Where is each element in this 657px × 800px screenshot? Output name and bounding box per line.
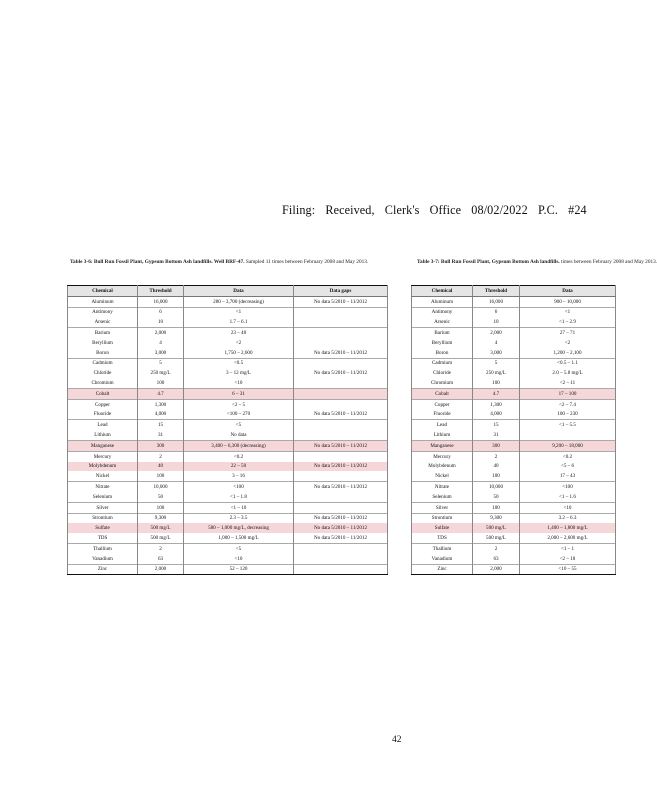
- cell-threshold: 2: [138, 451, 184, 461]
- table-row: [412, 430, 616, 440]
- cell-data: <2 – 5: [184, 399, 294, 409]
- table-row: [68, 440, 388, 451]
- table-row: [412, 388, 616, 399]
- col-header-threshold: Threshold: [138, 286, 184, 297]
- col-header-data: Data: [520, 286, 616, 297]
- table-row: [68, 388, 388, 399]
- cell-threshold: 500 mg/L: [473, 533, 520, 543]
- cell-data: 1,000 – 1,500 mg/L: [184, 533, 294, 543]
- cell-threshold: 500 mg/L: [138, 533, 184, 543]
- cell-data: <1 – 1: [520, 543, 616, 553]
- table-row: [68, 554, 388, 564]
- cell-threshold: 500 mg/L: [138, 523, 184, 533]
- cell-chemical: Arsenic: [68, 317, 138, 327]
- cell-chemical: Strontium: [68, 513, 138, 523]
- table-row: [68, 462, 388, 472]
- cell-chemical: Boron: [68, 348, 138, 358]
- cell-threshold: 4.7: [138, 388, 184, 399]
- table-row: [68, 523, 388, 533]
- cell-data: 23 – 48: [184, 328, 294, 338]
- cell-threshold: 300: [473, 440, 520, 451]
- cell-threshold: 10: [138, 317, 184, 327]
- cell-chemical: Antimony: [68, 307, 138, 317]
- cell-data: 280 – 3,700 (decreasing): [184, 296, 294, 307]
- cell-chemical: Fluoride: [412, 410, 473, 420]
- cell-data: 2,000 – 2,600 mg/L: [520, 533, 616, 543]
- table-header-row: [412, 286, 616, 297]
- cell-chemical: Mercury: [68, 451, 138, 461]
- cell-data: 6 – 31: [184, 388, 294, 399]
- cell-data-gaps: No data 5/2010 – 11/2012: [294, 482, 388, 492]
- cell-threshold: 100: [138, 378, 184, 388]
- table-row: [68, 296, 388, 307]
- cell-chemical: Barium: [412, 328, 473, 338]
- cell-chemical: Molybdenum: [412, 462, 473, 472]
- cell-threshold: 2,000: [138, 328, 184, 338]
- cell-data: <0.2: [184, 451, 294, 461]
- col-header-data: Data: [184, 286, 294, 297]
- table-row: [412, 420, 616, 430]
- cell-threshold: 4,000: [138, 410, 184, 420]
- cell-threshold: 40: [138, 462, 184, 472]
- cell-threshold: 9,300: [138, 513, 184, 523]
- page-number: 42: [392, 735, 402, 745]
- cell-data: <2: [520, 338, 616, 348]
- table-row: [412, 317, 616, 327]
- cell-data-gaps: No data 5/2010 – 11/2012: [294, 513, 388, 523]
- cell-chemical: Vanadium: [68, 554, 138, 564]
- cell-data-gaps: [294, 451, 388, 461]
- cell-data: No data: [184, 430, 294, 440]
- cell-chemical: Lithium: [68, 430, 138, 440]
- cell-chemical: Chromium: [412, 378, 473, 388]
- cell-threshold: 9,300: [473, 513, 520, 523]
- cell-data: <0.5: [184, 358, 294, 368]
- cell-threshold: 10,000: [138, 482, 184, 492]
- cell-data: 2.3 – 3.5: [184, 513, 294, 523]
- table-row: [412, 564, 616, 575]
- table-3-6-body: [68, 296, 388, 575]
- cell-threshold: 300: [138, 440, 184, 451]
- cell-chemical: Chromium: [68, 378, 138, 388]
- cell-threshold: 6: [473, 307, 520, 317]
- table-row: [68, 502, 388, 513]
- table-row: [412, 471, 616, 481]
- table-row: [68, 430, 388, 440]
- table-row: [412, 296, 616, 307]
- cell-data: <1: [520, 307, 616, 317]
- table-row: [68, 533, 388, 543]
- cell-data-gaps: No data 5/2010 – 11/2012: [294, 440, 388, 451]
- cell-threshold: 2: [473, 543, 520, 553]
- cell-threshold: 250 mg/L: [138, 368, 184, 378]
- cell-data-gaps: No data 5/2010 – 11/2012: [294, 368, 388, 378]
- cell-chemical: Silver: [412, 502, 473, 513]
- cell-data-gaps: No data 5/2010 – 11/2012: [294, 410, 388, 420]
- table-row: [412, 533, 616, 543]
- table-row: [68, 368, 388, 378]
- cell-data-gaps: No data 5/2010 – 11/2012: [294, 533, 388, 543]
- cell-threshold: 2: [473, 451, 520, 461]
- table-row: [412, 328, 616, 338]
- cell-data: 1,750 – 2,600: [184, 348, 294, 358]
- cell-data: <1 – 5.5: [520, 420, 616, 430]
- cell-chemical: Cadmium: [68, 358, 138, 368]
- table-row: [68, 471, 388, 481]
- cell-data: <2 – 7.4: [520, 399, 616, 409]
- cell-chemical: TDS: [412, 533, 473, 543]
- table-row: [68, 543, 388, 553]
- cell-chemical: Aluminum: [68, 296, 138, 307]
- cell-threshold: 100: [473, 471, 520, 481]
- table-row: [412, 399, 616, 409]
- cell-data: 1,200 – 2,100: [520, 348, 616, 358]
- cell-data: <100 – 270: [184, 410, 294, 420]
- cell-threshold: 31: [138, 430, 184, 440]
- table-row: [412, 368, 616, 378]
- cell-threshold: 31: [473, 430, 520, 440]
- table-row: [412, 502, 616, 513]
- cell-data: 900 – 10,000: [520, 296, 616, 307]
- table-row: [412, 523, 616, 533]
- cell-chemical: Copper: [412, 399, 473, 409]
- cell-chemical: Copper: [68, 399, 138, 409]
- cell-chemical: Beryllium: [412, 338, 473, 348]
- table-row: [68, 317, 388, 327]
- table-row: [68, 399, 388, 409]
- table-row: [412, 410, 616, 420]
- cell-data-gaps: [294, 388, 388, 399]
- cell-chemical: Mercury: [412, 451, 473, 461]
- table-row: [68, 338, 388, 348]
- table-row: [68, 564, 388, 575]
- cell-data: 3.2 – 6.3: [520, 513, 616, 523]
- cell-chemical: Manganese: [412, 440, 473, 451]
- table-row: [412, 462, 616, 472]
- cell-chemical: Fluoride: [68, 410, 138, 420]
- cell-data: <10 – 55: [520, 564, 616, 575]
- table-row: [68, 307, 388, 317]
- cell-chemical: Lead: [68, 420, 138, 430]
- table-row: [412, 338, 616, 348]
- table-row: [412, 482, 616, 492]
- cell-chemical: Selenium: [412, 492, 473, 502]
- cell-data: 3 – 16: [184, 471, 294, 481]
- col-header-chemical: Chemical: [412, 286, 473, 297]
- cell-chemical: Barium: [68, 328, 138, 338]
- cell-chemical: Cobalt: [68, 388, 138, 399]
- cell-threshold: 1,300: [473, 399, 520, 409]
- table-row: [68, 420, 388, 430]
- cell-threshold: 4.7: [473, 388, 520, 399]
- cell-data-gaps: No data 5/2010 – 11/2012: [294, 462, 388, 472]
- table-row: [412, 513, 616, 523]
- cell-threshold: 15: [473, 420, 520, 430]
- cell-threshold: 100: [138, 502, 184, 513]
- cell-chemical: Strontium: [412, 513, 473, 523]
- cell-chemical: Arsenic: [412, 317, 473, 327]
- table-row: [412, 451, 616, 461]
- table-3-6-caption-label: Table 3-6: Bull Run Fossil Plant, Gypsum Bottom Ash landfills. Well BRF-47.: [70, 259, 245, 265]
- cell-chemical: Boron: [412, 348, 473, 358]
- table-row: [412, 543, 616, 553]
- cell-data-gaps: [294, 358, 388, 368]
- table-row: [68, 513, 388, 523]
- table-3-7-caption-label: Table 3-7: Bull Run Fossil Plant, Gypsum Bottom Ash landfills.: [417, 259, 560, 265]
- cell-chemical: Lithium: [412, 430, 473, 440]
- cell-threshold: 1,300: [138, 399, 184, 409]
- cell-data: 3,400 – 6,300 (decreasing): [184, 440, 294, 451]
- cell-threshold: 6: [138, 307, 184, 317]
- cell-chemical: Cobalt: [412, 388, 473, 399]
- cell-threshold: 4: [473, 338, 520, 348]
- cell-threshold: 40: [473, 462, 520, 472]
- cell-data-gaps: [294, 399, 388, 409]
- cell-threshold: 15: [138, 420, 184, 430]
- table-row: [68, 482, 388, 492]
- cell-data: <10: [520, 502, 616, 513]
- cell-threshold: 3,000: [473, 348, 520, 358]
- cell-data: 27 – 71: [520, 328, 616, 338]
- table-3-6: [67, 285, 388, 575]
- cell-chemical: Nickel: [412, 471, 473, 481]
- cell-chemical: Thallium: [412, 543, 473, 553]
- cell-data-gaps: No data 5/2010 – 11/2012: [294, 523, 388, 533]
- table-3-6-caption-rest: Sampled 11 times between February 2008 and May 2013.: [244, 259, 369, 265]
- cell-chemical: Nitrate: [412, 482, 473, 492]
- cell-data-gaps: [294, 471, 388, 481]
- table-header-row: [68, 286, 388, 297]
- cell-data-gaps: [294, 338, 388, 348]
- cell-threshold: 50: [138, 492, 184, 502]
- cell-chemical: TDS: [68, 533, 138, 543]
- cell-threshold: 4: [138, 338, 184, 348]
- cell-data: <100: [184, 482, 294, 492]
- cell-threshold: 16,000: [473, 296, 520, 307]
- table-row: [412, 358, 616, 368]
- cell-chemical: Aluminum: [412, 296, 473, 307]
- cell-data: <2 – 11: [520, 378, 616, 388]
- cell-data: 1,400 – 1,800 mg/L: [520, 523, 616, 533]
- cell-data: <100: [520, 482, 616, 492]
- cell-data: <0.2: [520, 451, 616, 461]
- cell-data: <5: [184, 543, 294, 553]
- cell-data: [520, 430, 616, 440]
- cell-data-gaps: [294, 307, 388, 317]
- cell-data-gaps: [294, 554, 388, 564]
- cell-data-gaps: [294, 430, 388, 440]
- cell-chemical: Cadmium: [412, 358, 473, 368]
- cell-threshold: 2,000: [473, 564, 520, 575]
- cell-data-gaps: [294, 317, 388, 327]
- cell-data-gaps: [294, 328, 388, 338]
- cell-data-gaps: [294, 564, 388, 575]
- cell-data-gaps: [294, 502, 388, 513]
- filing-stamp: Filing: Received, Clerk's Office 08/02/2022 P.C. #24: [282, 203, 587, 217]
- col-header-data-gaps: Data gaps: [294, 286, 388, 297]
- cell-data: 580 – 1,000 mg/L, decreasing: [184, 523, 294, 533]
- cell-threshold: 5: [138, 358, 184, 368]
- cell-threshold: 100: [138, 471, 184, 481]
- cell-data-gaps: No data 5/2010 – 11/2012: [294, 296, 388, 307]
- cell-data: 52 – 120: [184, 564, 294, 575]
- table-row: [412, 554, 616, 564]
- cell-data: <5: [184, 420, 294, 430]
- cell-chemical: Sulfate: [68, 523, 138, 533]
- cell-chemical: Silver: [68, 502, 138, 513]
- cell-data: 1.7 – 6.1: [184, 317, 294, 327]
- cell-data: 22 – 50: [184, 462, 294, 472]
- table-row: [68, 328, 388, 338]
- cell-chemical: Molybdenum: [68, 462, 138, 472]
- cell-threshold: 63: [138, 554, 184, 564]
- cell-chemical: Chloride: [68, 368, 138, 378]
- cell-chemical: Selenium: [68, 492, 138, 502]
- cell-data-gaps: [294, 492, 388, 502]
- table-row: [412, 378, 616, 388]
- col-header-chemical: Chemical: [68, 286, 138, 297]
- cell-data-gaps: [294, 378, 388, 388]
- cell-data: <10: [184, 554, 294, 564]
- table-row: [412, 307, 616, 317]
- table-row: [68, 348, 388, 358]
- cell-chemical: Zinc: [68, 564, 138, 575]
- cell-chemical: Thallium: [68, 543, 138, 553]
- cell-chemical: Sulfate: [412, 523, 473, 533]
- table-3-7: [411, 285, 616, 575]
- table-row: [68, 358, 388, 368]
- cell-chemical: Nitrate: [68, 482, 138, 492]
- cell-threshold: 63: [473, 554, 520, 564]
- cell-data: <1: [184, 307, 294, 317]
- table-3-7-body: [412, 296, 616, 575]
- cell-data: <5 – 6: [520, 462, 616, 472]
- cell-data: 3 – 12 mg/L: [184, 368, 294, 378]
- cell-data: <1 – 10: [184, 502, 294, 513]
- cell-threshold: 50: [473, 492, 520, 502]
- cell-chemical: Nickel: [68, 471, 138, 481]
- table-row: [68, 451, 388, 461]
- cell-threshold: 2: [138, 543, 184, 553]
- cell-chemical: Beryllium: [68, 338, 138, 348]
- table-row: [68, 492, 388, 502]
- cell-data-gaps: [294, 543, 388, 553]
- cell-chemical: Antimony: [412, 307, 473, 317]
- cell-threshold: 3,000: [138, 348, 184, 358]
- cell-chemical: Zinc: [412, 564, 473, 575]
- table-3-6-caption: [70, 258, 390, 266]
- cell-threshold: 2,000: [138, 564, 184, 575]
- cell-threshold: 100: [473, 378, 520, 388]
- cell-threshold: 4,000: [473, 410, 520, 420]
- cell-data: <1 – 1.8: [184, 492, 294, 502]
- cell-data: 17 – 43: [520, 471, 616, 481]
- cell-data: <10: [184, 378, 294, 388]
- cell-threshold: 100: [473, 502, 520, 513]
- col-header-threshold: Threshold: [473, 286, 520, 297]
- cell-chemical: Vanadium: [412, 554, 473, 564]
- cell-data: <2 – 18: [520, 554, 616, 564]
- table-row: [412, 492, 616, 502]
- cell-threshold: 2,000: [473, 328, 520, 338]
- cell-data: 2.0 – 5.8 mg/L: [520, 368, 616, 378]
- cell-data-gaps: [294, 420, 388, 430]
- cell-threshold: 10: [473, 317, 520, 327]
- cell-chemical: Chloride: [412, 368, 473, 378]
- cell-threshold: 5: [473, 358, 520, 368]
- table-row: [412, 440, 616, 451]
- cell-threshold: 500 mg/L: [473, 523, 520, 533]
- cell-threshold: 250 mg/L: [473, 368, 520, 378]
- cell-chemical: Lead: [412, 420, 473, 430]
- cell-data: <2: [184, 338, 294, 348]
- table-row: [412, 348, 616, 358]
- cell-threshold: 16,000: [138, 296, 184, 307]
- cell-data: 100 – 230: [520, 410, 616, 420]
- cell-threshold: 10,000: [473, 482, 520, 492]
- table-3-7-caption: [417, 258, 657, 266]
- cell-data: 9,200 – 18,000: [520, 440, 616, 451]
- cell-data: 17 – 100: [520, 388, 616, 399]
- cell-chemical: Manganese: [68, 440, 138, 451]
- cell-data: <1 – 1.6: [520, 492, 616, 502]
- table-row: [68, 378, 388, 388]
- table-3-7-caption-rest: times between February 2008 and May 2013.: [559, 259, 657, 265]
- table-row: [68, 410, 388, 420]
- cell-data: <0.5 – 1.1: [520, 358, 616, 368]
- cell-data: <1 – 2.9: [520, 317, 616, 327]
- cell-data-gaps: No data 5/2010 – 11/2012: [294, 348, 388, 358]
